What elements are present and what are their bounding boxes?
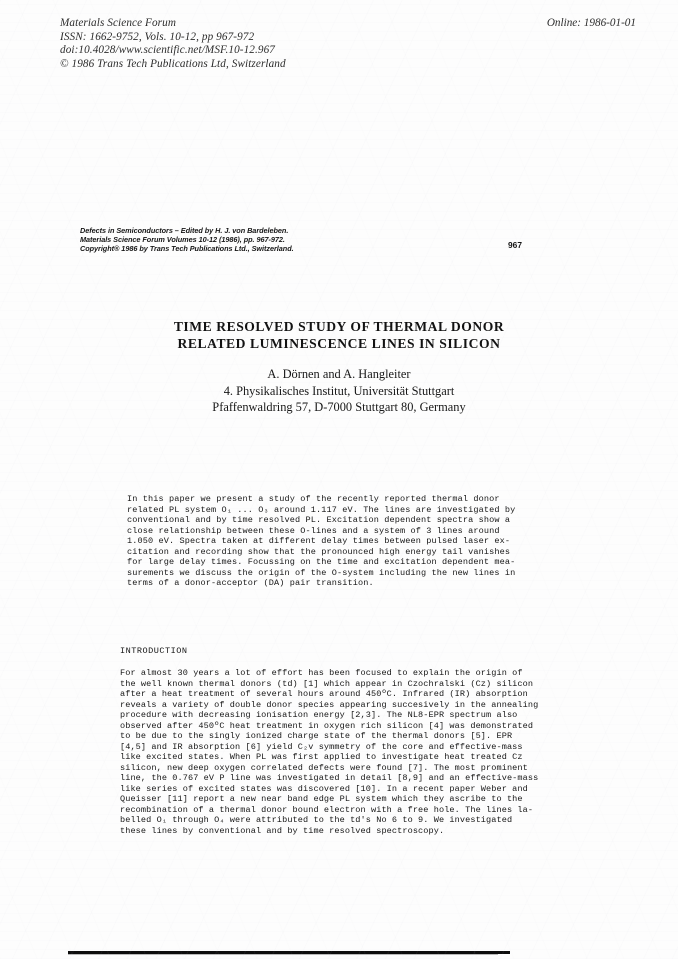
doi-line: doi:10.4028/www.scientific.net/MSF.10-12.967 — [60, 44, 275, 57]
author-address: Pfaffenwaldring 57, D-7000 Stuttgart 80, Germany — [212, 400, 466, 414]
page-title — [0, 318, 678, 352]
abstract-paragraph — [127, 494, 560, 589]
publisher-copyright-line: © 1986 Trans Tech Publications Ltd, Switzerland — [60, 57, 286, 70]
bottom-rule-shadow — [68, 954, 498, 955]
stamp-line-2: Materials Science Forum Volumes 10-12 (1986), pp. 967-972. — [80, 235, 285, 245]
publisher-header — [60, 17, 636, 71]
text-line: citation and recording show that the pronounced high energy tail vanishes — [127, 546, 511, 557]
text-line: terms of a donor-acceptor (DA) pair transition. — [127, 578, 374, 589]
text-line: the well known thermal donors (td) [1] which appear in Czochralski (Cz) silicon — [120, 678, 534, 689]
issn-line: ISSN: 1662-9752, Vols. 10-12, pp 967-972 — [60, 30, 255, 43]
text-line: conventional and by time resolved PL. Excitation dependent spectra show a — [127, 515, 511, 526]
journal-name: Materials Science Forum — [60, 17, 177, 29]
text-line: 1.050 eV. Spectra taken at different delay times between pulsed laser ex- — [127, 536, 511, 547]
text-line: Queisser [11] report a new near band edge PL system which they ascribe to the — [120, 794, 523, 804]
author-affiliation: 4. Physikalisches Institut, Universität Stuttgart — [223, 383, 455, 398]
text-line: for large delay times. Focussing on the time and excitation dependent mea- — [127, 557, 516, 568]
text-line: to be due to the singly ionized charge state of the thermal donors [5]. EPR — [120, 731, 513, 741]
author-block — [0, 366, 678, 416]
text-line: like series of excited states was discovered [10]. In a recent paper Weber and — [120, 783, 528, 794]
text-line: surements we discuss the origin of the O-system including the new lines in — [127, 567, 516, 578]
text-line: reveals a variety of double donor species appearing succesively in the annealing — [120, 699, 539, 710]
stamp-line-3: Copyright® 1986 by Trans Tech Publications Ltd., Switzerland. — [80, 244, 294, 254]
text-line: recombination of a thermal donor bound electron with a free hole. The lines la- — [120, 804, 534, 815]
text-line: close relationship between these O-lines and a system of 3 lines around — [127, 525, 500, 536]
text-line: In this paper we present a study of the recently reported thermal donor — [127, 494, 500, 504]
publisher-header-left — [60, 17, 286, 71]
text-line: belled O₁ through O₄ were attributed to the td's No 6 to 9. We investigated — [120, 815, 513, 825]
page-folio-number: 967 — [508, 240, 522, 250]
text-line: silicon, new deep oxygen correlated defects were found [7]. The most prominent — [120, 762, 528, 773]
text-line: line, the 0.767 eV P line was investigated in detail [8,9] and an effective-mass — [120, 773, 539, 783]
introduction-paragraph — [120, 668, 564, 836]
text-line: after a heat treatment of several hours around 450ºC. Infrared (IR) absorption — [120, 689, 528, 699]
online-date: Online: 1986-01-01 — [546, 17, 636, 29]
title-line-2: RELATED LUMINESCENCE LINES IN SILICON — [177, 336, 501, 351]
text-line: like excited states. When PL was first applied to investigate heat treated Cz — [120, 752, 523, 762]
stamp-line-1: Defects in Semiconductors – Edited by H. J. von Bardeleben. — [80, 226, 289, 235]
copyright-stamp-block — [80, 226, 294, 254]
text-line: [4,5] and IR absorption [6] yield C₂ᴠ symmetry of the core and effective-mass — [120, 741, 523, 752]
text-line: For almost 30 years a lot of effort has been focused to explain the origin of — [120, 668, 523, 678]
title-line-1: TIME RESOLVED STUDY OF THERMAL DONOR — [173, 319, 505, 334]
author-names: A. Dörnen and A. Hangleiter — [267, 367, 411, 381]
text-line: these lines by conventional and by time resolved spectroscopy. — [120, 825, 445, 836]
text-line: observed after 450ºC heat treatment in oxygen rich silicon [4] was demonstrated — [120, 720, 534, 731]
section-heading-introduction: INTRODUCTION — [120, 646, 188, 656]
text-line: related PL system O₁ ... O₃ around 1.117 eV. The lines are investigated by — [127, 504, 516, 515]
text-line: procedure with decreasing ionisation energy [2,3]. The NL8-EPR spectrum also — [120, 710, 518, 720]
